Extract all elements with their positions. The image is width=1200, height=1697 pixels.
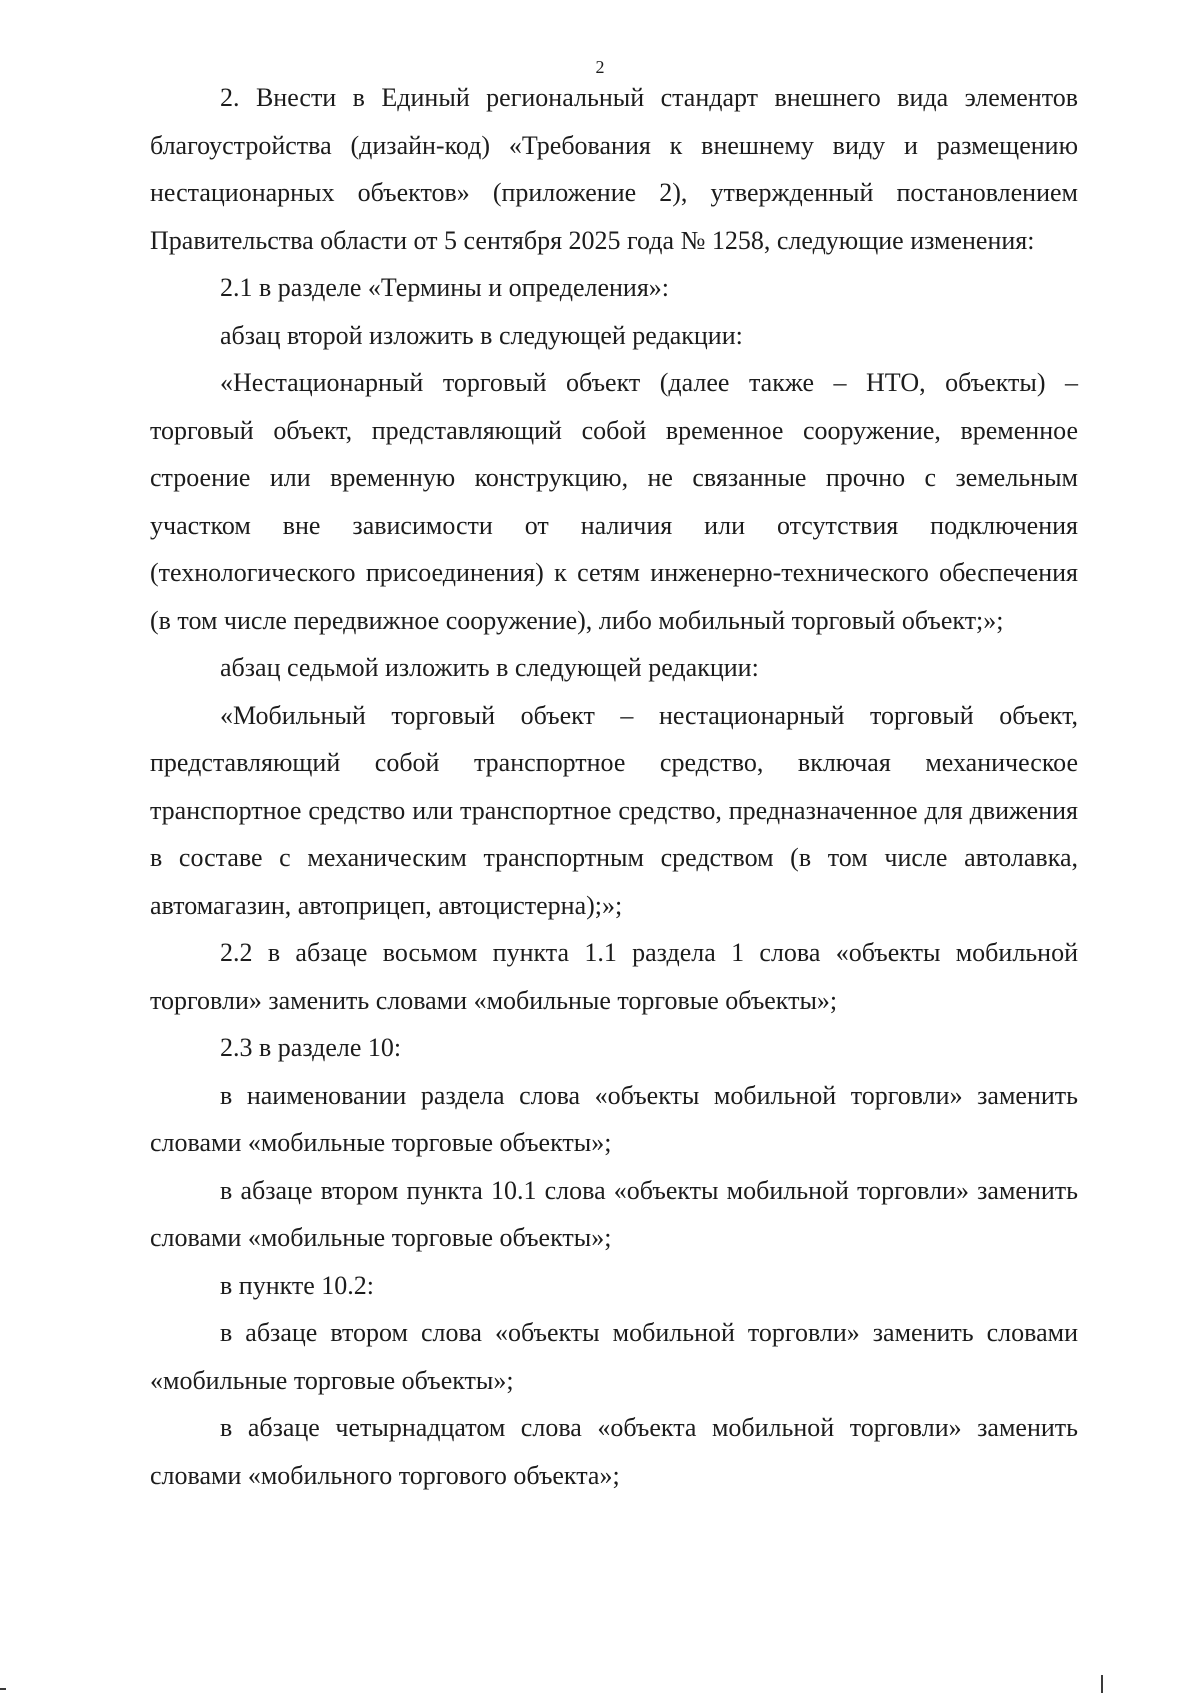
paragraph-definition-mobile: «Мобильный торговый объект – нестационарный торговый объект, представляющий собой транспортное средство, включая механическое транспортное средство или транспортное средство, предназначенное для движения в составе с механическим транспортным средством (в том числе автолавка, автомагазин, автоприцеп, автоцистерна);»; [150,700,1078,920]
paragraph-definition-nto: «Нестационарный торговый объект (далее также – НТО, объекты) – торговый объект, представляющий собой временное сооружение, временное строение или временную конструкцию, не связанные прочно с земельным участком вне зависимости от наличия или отсутствия подключения (технологического присоединения) к сетям инженерно-технического обеспечения (в том числе передвижное сооружение), либо мобильный торговый объект;»; [150,368,1078,635]
paragraph-abzac-vtoroy: абзац второй изложить в следующей редакции: [220,320,743,350]
paragraph-item-2-3: 2.3 в разделе 10: [220,1033,402,1062]
paragraph-10-2: в пункте 10.2: [220,1270,375,1300]
paragraph-abzac-sedmoy: абзац седьмой изложить в следующей редакции: [220,653,759,682]
paragraph-item-2-1: 2.1 в разделе «Термины и определения»: [220,273,670,302]
scan-edge-mark [1101,1675,1103,1693]
paragraph-10-2-second: в абзаце втором слова «объекты мобильной торговли» заменить словами «мобильные торговые объекты»; [150,1318,1078,1395]
page-number: 2 [595,57,605,77]
paragraph-10-2-fourteenth: в абзаце четырнадцатом слова «объекта мобильной торговли» заменить словами «мобильного торгового объекта»; [150,1413,1078,1490]
document-body [150,74,1078,1499]
paragraph-item-2-2: 2.2 в абзаце восьмом пункта 1.1 раздела 1 слова «объекты мобильной торговли» заменить словами «мобильные торговые объекты»; [150,938,1078,1015]
paragraph-section-title-change: в наименовании раздела слова «объекты мобильной торговли» заменить словами «мобильные торговые объекты»; [150,1080,1078,1157]
paragraph-10-1-change: в абзаце втором пункта 10.1 слова «объекты мобильной торговли» заменить словами «мобильные торговые объекты»; [150,1175,1078,1252]
scan-edge-mark [0,1688,6,1690]
paragraph-item-2: 2. Внести в Единый региональный стандарт внешнего вида элементов благоустройства (дизайн-код) «Требования к внешнему виду и размещению нестационарных объектов» (приложение 2), утвержденный постановлением Правительства области от 5 сентября 2025 года № 1258, следующие изменения: [150,83,1078,255]
